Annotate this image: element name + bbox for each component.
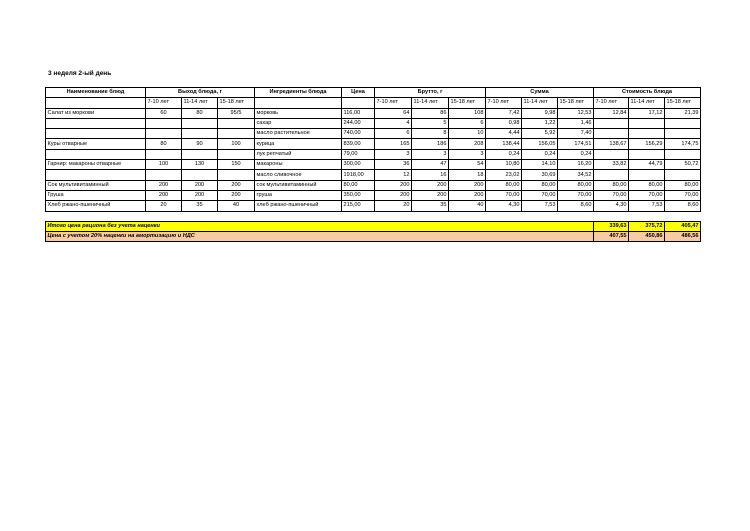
menu-cost-table xyxy=(45,87,701,242)
table-row xyxy=(46,201,701,211)
dish-cell: Салат из моркови xyxy=(46,108,146,118)
sum-cell: 1,46 xyxy=(558,118,594,128)
yield-cell: 80 xyxy=(182,108,218,118)
cost-cell xyxy=(594,149,629,159)
cost-cell: 7,53 xyxy=(629,201,665,211)
cost-cell: 12,84 xyxy=(594,108,629,118)
gross-cell: 4 xyxy=(375,118,412,128)
sum-cell: 138,44 xyxy=(486,139,522,149)
dish-cell: Куры отварные xyxy=(46,139,146,149)
yield-cell: 60 xyxy=(146,108,182,118)
table-row xyxy=(46,170,701,180)
cost-cell xyxy=(594,118,629,128)
cost-cell: 80,00 xyxy=(594,180,629,190)
cost-cell xyxy=(665,149,701,159)
ingredient-cell: курица xyxy=(255,139,342,149)
gross-cell: 18 xyxy=(449,170,486,180)
sum-cell: 80,00 xyxy=(558,180,594,190)
cost-cell xyxy=(629,118,665,128)
sum-cell: 9,98 xyxy=(522,108,558,118)
sum-cell: 0,24 xyxy=(558,149,594,159)
table-row xyxy=(46,149,701,159)
table-row xyxy=(46,139,701,149)
gross-cell: 6 xyxy=(375,129,412,139)
price-cell: 839,00 xyxy=(342,139,375,149)
table-row xyxy=(46,190,701,200)
cost-cell: 156,29 xyxy=(629,139,665,149)
yield-cell xyxy=(218,129,255,139)
price-cell: 350,00 xyxy=(342,190,375,200)
yield-cell: 40 xyxy=(218,201,255,211)
yield-age-15-18: 15-18 лет xyxy=(218,98,255,108)
cost-cell: 21,39 xyxy=(665,108,701,118)
total-value: 339,63 xyxy=(594,221,629,231)
yield-cell: 200 xyxy=(182,180,218,190)
markup-label: Цена с учетом 20% наценки на амортизацию и НДС xyxy=(46,231,594,241)
cost-cell: 50,72 xyxy=(665,160,701,170)
dish-cell xyxy=(46,149,146,159)
gross-cell: 186 xyxy=(412,139,449,149)
gross-cell: 20 xyxy=(375,201,412,211)
price-cell: 215,00 xyxy=(342,201,375,211)
ingredient-cell: масло растительное xyxy=(255,129,342,139)
subheader-empty xyxy=(255,98,342,108)
sum-cell: 16,20 xyxy=(558,160,594,170)
header-yield: Выход блюда, г xyxy=(146,88,255,98)
dish-cell: Гарнир: макароны отварные xyxy=(46,160,146,170)
gross-cell: 200 xyxy=(412,190,449,200)
yield-cell: 150 xyxy=(218,160,255,170)
gross-age-15-18: 15-18 лет xyxy=(449,98,486,108)
yield-cell xyxy=(218,170,255,180)
sum-cell: 70,00 xyxy=(486,190,522,200)
header-price: Цена xyxy=(342,88,375,98)
yield-cell: 80 xyxy=(146,139,182,149)
markup-value: 407,55 xyxy=(594,231,629,241)
gross-cell: 36 xyxy=(375,160,412,170)
yield-cell xyxy=(182,118,218,128)
sum-cell: 7,53 xyxy=(522,201,558,211)
dish-cell: Груша xyxy=(46,190,146,200)
cost-cell: 138,67 xyxy=(594,139,629,149)
spacer-cell xyxy=(46,211,701,221)
gross-cell: 200 xyxy=(449,180,486,190)
header-dish-name: Наименование блюд xyxy=(46,88,146,98)
yield-cell xyxy=(182,129,218,139)
ingredient-cell: сахар xyxy=(255,118,342,128)
sum-cell: 4,44 xyxy=(486,129,522,139)
gross-cell: 108 xyxy=(449,108,486,118)
gross-cell: 208 xyxy=(449,139,486,149)
cost-cell: 174,75 xyxy=(665,139,701,149)
total-label: Итого цена рациона без учета наценки xyxy=(46,221,594,231)
gross-cell: 47 xyxy=(412,160,449,170)
cost-cell xyxy=(629,170,665,180)
cost-age-7-10: 7-10 лет xyxy=(594,98,629,108)
sum-cell: 4,30 xyxy=(486,201,522,211)
total-value: 375,72 xyxy=(629,221,665,231)
cost-cell: 70,00 xyxy=(594,190,629,200)
yield-cell: 35 xyxy=(182,201,218,211)
gross-cell: 3 xyxy=(412,149,449,159)
sum-cell: 80,00 xyxy=(486,180,522,190)
yield-cell: 200 xyxy=(218,190,255,200)
sum-cell: 70,00 xyxy=(522,190,558,200)
header-ingredients: Ингредиенты блюда xyxy=(255,88,342,98)
sum-cell: 8,60 xyxy=(558,201,594,211)
sum-cell: 5,92 xyxy=(522,129,558,139)
gross-cell: 12 xyxy=(375,170,412,180)
ingredient-cell: морковь xyxy=(255,108,342,118)
cost-cell xyxy=(665,129,701,139)
sum-cell: 12,53 xyxy=(558,108,594,118)
sum-cell: 10,80 xyxy=(486,160,522,170)
cost-cell: 44,79 xyxy=(629,160,665,170)
markup-value: 450,86 xyxy=(629,231,665,241)
subheader-row xyxy=(46,98,701,108)
header-sum: Сумма xyxy=(486,88,594,98)
gross-cell: 10 xyxy=(449,129,486,139)
price-cell: 740,00 xyxy=(342,129,375,139)
gross-cell: 16 xyxy=(412,170,449,180)
ingredient-cell: лук репчатый xyxy=(255,149,342,159)
dish-cell: Хлеб ржано-пшеничный xyxy=(46,201,146,211)
gross-cell: 8 xyxy=(412,129,449,139)
cost-cell: 70,00 xyxy=(629,190,665,200)
sum-cell: 156,05 xyxy=(522,139,558,149)
cost-cell xyxy=(629,129,665,139)
subheader-empty xyxy=(46,98,146,108)
cost-age-11-14: 11-14 лет xyxy=(629,98,665,108)
markup-row xyxy=(46,231,701,241)
sum-cell: 70,00 xyxy=(558,190,594,200)
gross-cell: 86 xyxy=(412,108,449,118)
cost-cell: 8,60 xyxy=(665,201,701,211)
header-row xyxy=(46,88,701,98)
page-heading: 3 неделя 2-ый день xyxy=(48,70,112,77)
sum-cell: 174,51 xyxy=(558,139,594,149)
gross-cell: 6 xyxy=(449,118,486,128)
price-cell: 1918,00 xyxy=(342,170,375,180)
cost-cell xyxy=(594,129,629,139)
yield-cell: 100 xyxy=(146,160,182,170)
yield-cell: 200 xyxy=(146,190,182,200)
yield-cell: 90 xyxy=(182,139,218,149)
price-cell: 80,00 xyxy=(342,180,375,190)
yield-cell xyxy=(146,149,182,159)
table-row xyxy=(46,160,701,170)
gross-cell: 54 xyxy=(449,160,486,170)
gross-cell: 200 xyxy=(449,190,486,200)
cost-cell: 70,00 xyxy=(665,190,701,200)
sum-age-15-18: 15-18 лет xyxy=(558,98,594,108)
yield-cell xyxy=(182,170,218,180)
yield-cell xyxy=(182,149,218,159)
table-row xyxy=(46,118,701,128)
sum-age-11-14: 11-14 лет xyxy=(522,98,558,108)
header-dish-cost: Стоимость блюда xyxy=(594,88,701,98)
gross-cell: 64 xyxy=(375,108,412,118)
markup-value: 486,56 xyxy=(665,231,701,241)
yield-cell: 200 xyxy=(182,190,218,200)
spacer-row xyxy=(46,211,701,221)
sum-cell: 0,98 xyxy=(486,118,522,128)
ingredient-cell: груша xyxy=(255,190,342,200)
cost-cell: 17,12 xyxy=(629,108,665,118)
gross-cell: 200 xyxy=(412,180,449,190)
cost-cell: 80,00 xyxy=(665,180,701,190)
sum-cell: 14,10 xyxy=(522,160,558,170)
yield-age-11-14: 11-14 лет xyxy=(182,98,218,108)
total-value: 405,47 xyxy=(665,221,701,231)
yield-cell: 100 xyxy=(218,139,255,149)
cost-age-15-18: 15-18 лет xyxy=(665,98,701,108)
sum-cell: 7,40 xyxy=(558,129,594,139)
sum-cell: 7,42 xyxy=(486,108,522,118)
sum-cell: 0,24 xyxy=(522,149,558,159)
gross-age-11-14: 11-14 лет xyxy=(412,98,449,108)
gross-cell: 35 xyxy=(412,201,449,211)
price-cell: 300,00 xyxy=(342,160,375,170)
dish-cell xyxy=(46,118,146,128)
yield-cell: 20 xyxy=(146,201,182,211)
sum-age-7-10: 7-10 лет xyxy=(486,98,522,108)
cost-cell xyxy=(665,118,701,128)
cost-cell: 4,30 xyxy=(594,201,629,211)
sum-cell: 23,02 xyxy=(486,170,522,180)
dish-cell xyxy=(46,129,146,139)
sum-cell: 0,24 xyxy=(486,149,522,159)
yield-cell xyxy=(218,118,255,128)
sum-cell: 34,52 xyxy=(558,170,594,180)
yield-cell xyxy=(218,149,255,159)
sum-cell: 80,00 xyxy=(522,180,558,190)
table-row xyxy=(46,180,701,190)
ingredient-cell: сок мультивитаминный xyxy=(255,180,342,190)
yield-cell xyxy=(146,129,182,139)
cost-cell xyxy=(594,170,629,180)
subheader-empty xyxy=(342,98,375,108)
total-row xyxy=(46,221,701,231)
yield-cell: 95/5 xyxy=(218,108,255,118)
cost-cell xyxy=(665,170,701,180)
table-row xyxy=(46,108,701,118)
gross-cell: 40 xyxy=(449,201,486,211)
sum-cell: 30,69 xyxy=(522,170,558,180)
gross-cell: 5 xyxy=(412,118,449,128)
yield-cell xyxy=(146,170,182,180)
price-cell: 79,00 xyxy=(342,149,375,159)
ingredient-cell: макароны xyxy=(255,160,342,170)
yield-cell: 200 xyxy=(146,180,182,190)
sum-cell: 1,22 xyxy=(522,118,558,128)
gross-age-7-10: 7-10 лет xyxy=(375,98,412,108)
gross-cell: 200 xyxy=(375,190,412,200)
dish-cell: Сок мультивитаминный xyxy=(46,180,146,190)
cost-cell: 33,82 xyxy=(594,160,629,170)
yield-cell: 130 xyxy=(182,160,218,170)
gross-cell: 3 xyxy=(375,149,412,159)
gross-cell: 3 xyxy=(449,149,486,159)
cost-cell: 80,00 xyxy=(629,180,665,190)
gross-cell: 165 xyxy=(375,139,412,149)
header-gross: Брутто, г xyxy=(375,88,486,98)
price-cell: 116,00 xyxy=(342,108,375,118)
yield-cell: 200 xyxy=(218,180,255,190)
price-cell: 244,00 xyxy=(342,118,375,128)
table-row xyxy=(46,129,701,139)
gross-cell: 200 xyxy=(375,180,412,190)
cost-cell xyxy=(629,149,665,159)
yield-age-7-10: 7-10 лет xyxy=(146,98,182,108)
yield-cell xyxy=(146,118,182,128)
ingredient-cell: масло сливочное xyxy=(255,170,342,180)
dish-cell xyxy=(46,170,146,180)
ingredient-cell: хлеб ржано-пшеничный xyxy=(255,201,342,211)
